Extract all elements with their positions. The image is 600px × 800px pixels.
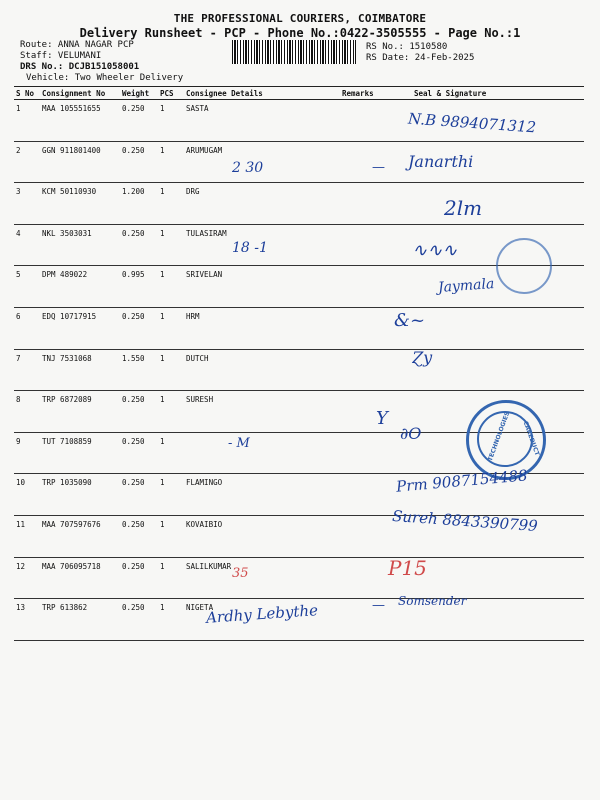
remarks-cell xyxy=(340,100,390,142)
pcs-cell: 1 xyxy=(158,515,184,557)
stamp-handwriting: P15 xyxy=(388,556,427,580)
signature-handwriting: 2lm xyxy=(444,196,483,220)
weight-cell: 0.250 xyxy=(120,515,158,557)
remarks-cell xyxy=(340,515,390,557)
pcs-cell: 1 xyxy=(158,349,184,391)
weight-cell: 1.550 xyxy=(120,349,158,391)
remark-handwriting: 35 xyxy=(232,566,249,581)
consignment-cell: TRP 6872089 xyxy=(40,391,120,433)
signature-handwriting: Jaymala xyxy=(437,276,495,296)
signature-scribble: Y xyxy=(376,408,388,429)
table-row xyxy=(14,183,584,225)
consignee-cell: SRIVELAN xyxy=(184,266,340,308)
pcs-cell: 1 xyxy=(158,557,184,599)
pcs-cell: 1 xyxy=(158,141,184,183)
consignee-cell: SASTA xyxy=(184,100,340,142)
signature-scribble: Ɀy xyxy=(412,348,433,367)
weight-cell: 0.995 xyxy=(120,266,158,308)
sno-cell: 9 xyxy=(14,432,40,474)
runsheet-subtitle: Delivery Runsheet - PCP - Phone No.:0422-3505555 - Page No.:1 xyxy=(79,26,521,40)
weight-cell: 0.250 xyxy=(120,557,158,599)
consignment-cell: MAA 105551655 xyxy=(40,100,120,142)
consignment-cell: KCM 50110930 xyxy=(40,183,120,225)
col-seal-signature: Seal & Signature xyxy=(390,87,584,100)
seal-text: CAREDUCT xyxy=(521,420,541,457)
pcs-cell: 1 xyxy=(158,266,184,308)
pcs-cell: 1 xyxy=(158,474,184,516)
consignment-cell: EDQ 10717915 xyxy=(40,307,120,349)
barcode xyxy=(232,40,356,64)
consignee-cell xyxy=(184,432,340,474)
col-sno: S No xyxy=(14,87,40,100)
consignment-cell: TNJ 7531068 xyxy=(40,349,120,391)
rs-date: RS Date: 24-Feb-2025 xyxy=(366,53,475,63)
staff-label: Staff: VELUMANI xyxy=(20,51,102,61)
sno-cell: 12 xyxy=(14,557,40,599)
remark-handwriting: - M xyxy=(228,436,250,451)
pcs-cell: 1 xyxy=(158,432,184,474)
pcs-cell: 1 xyxy=(158,100,184,142)
table-header-row xyxy=(14,87,584,100)
weight-cell: 0.250 xyxy=(120,391,158,433)
drs-number: DRS No.: DCJB151058001 xyxy=(20,62,140,72)
weight-cell: 0.250 xyxy=(120,100,158,142)
consignee-cell: TULASIRAM xyxy=(184,224,340,266)
route-label: Route: ANNA NAGAR PCP xyxy=(20,40,134,50)
consignee-cell: KOVAIBIO xyxy=(184,515,340,557)
sno-cell: 7 xyxy=(14,349,40,391)
weight-cell: 0.250 xyxy=(120,599,158,641)
consignee-cell: DUTCH xyxy=(184,349,340,391)
weight-cell: 0.250 xyxy=(120,224,158,266)
consignee-cell: HRM xyxy=(184,307,340,349)
signature-scribble: &~ xyxy=(394,310,426,331)
consignment-cell: MAA 707597676 xyxy=(40,515,120,557)
remarks-cell xyxy=(340,224,390,266)
sno-cell: 10 xyxy=(14,474,40,516)
consignment-cell: DPM 489022 xyxy=(40,266,120,308)
pcs-cell: 1 xyxy=(158,307,184,349)
table-row xyxy=(14,349,584,391)
runsheet-table xyxy=(14,86,584,641)
signature-handwriting: N.B 9894071312 xyxy=(407,109,537,137)
consignment-cell: MAA 706095718 xyxy=(40,557,120,599)
col-remarks: Remarks xyxy=(340,87,390,100)
consignment-cell: TUT 7108859 xyxy=(40,432,120,474)
weight-cell: 1.200 xyxy=(120,183,158,225)
sno-cell: 2 xyxy=(14,141,40,183)
consignment-cell: TRP 1035090 xyxy=(40,474,120,516)
remarks-cell xyxy=(340,307,390,349)
sno-cell: 5 xyxy=(14,266,40,308)
consignment-cell: TRP 613862 xyxy=(40,599,120,641)
rs-number: RS No.: 1510580 xyxy=(366,42,448,52)
col-pcs: PCS xyxy=(158,87,184,100)
dash-mark: — xyxy=(372,598,385,613)
remarks-cell xyxy=(340,266,390,308)
consignee-cell: DRG xyxy=(184,183,340,225)
signature-handwriting: Prm 9087154488 xyxy=(395,466,529,496)
table-row xyxy=(14,307,584,349)
signature-handwriting: Somsender xyxy=(398,594,467,608)
sno-cell: 3 xyxy=(14,183,40,225)
consignee-cell: SALILKUMAR xyxy=(184,557,340,599)
consignee-cell: ARUMUGAM xyxy=(184,141,340,183)
signature-scribble: ∿∿∿ xyxy=(412,240,458,261)
seal-text: TECHNOLOGIES xyxy=(486,410,512,463)
pcs-cell: 1 xyxy=(158,599,184,641)
weight-cell: 0.250 xyxy=(120,141,158,183)
dash-mark: — xyxy=(372,160,385,175)
weight-cell: 0.250 xyxy=(120,307,158,349)
consignee-cell: NIGETA xyxy=(184,599,340,641)
pcs-cell: 1 xyxy=(158,391,184,433)
pcs-cell: 1 xyxy=(158,183,184,225)
signature-handwriting: Janarthi xyxy=(408,152,474,171)
remarks-cell xyxy=(340,432,390,474)
remark-handwriting: 18 -1 xyxy=(232,240,268,256)
remarks-cell xyxy=(340,349,390,391)
pcs-cell: 1 xyxy=(158,224,184,266)
col-weight: Weight xyxy=(120,87,158,100)
name-handwriting: Ardhy Lebythe xyxy=(205,601,319,627)
col-consignee: Consignee Details xyxy=(184,87,340,100)
consignee-cell: SURESH xyxy=(184,391,340,433)
sno-cell: 6 xyxy=(14,307,40,349)
remarks-cell xyxy=(340,557,390,599)
col-consignment: Consignment No xyxy=(40,87,120,100)
remarks-cell xyxy=(340,183,390,225)
weight-cell: 0.250 xyxy=(120,474,158,516)
vehicle-label: Vehicle: Two Wheeler Delivery xyxy=(26,73,184,83)
signature-scribble: ∂O xyxy=(400,424,422,443)
table-row xyxy=(14,557,584,599)
remark-handwriting: 2 30 xyxy=(232,160,264,176)
signature-handwriting: Sureh 8843390799 xyxy=(391,506,539,536)
table-row xyxy=(14,141,584,183)
weight-cell: 0.250 xyxy=(120,432,158,474)
sno-cell: 13 xyxy=(14,599,40,641)
consignment-cell: GGN 911801400 xyxy=(40,141,120,183)
consignee-cell: FLAMINGO xyxy=(184,474,340,516)
sno-cell: 11 xyxy=(14,515,40,557)
sno-cell: 1 xyxy=(14,100,40,142)
company-title: THE PROFESSIONAL COURIERS, COIMBATORE xyxy=(173,12,427,25)
round-seal-stamp xyxy=(496,238,552,294)
sno-cell: 8 xyxy=(14,391,40,433)
remarks-cell xyxy=(340,474,390,516)
consignment-cell: NKL 3503031 xyxy=(40,224,120,266)
signature-cell xyxy=(390,183,584,225)
sno-cell: 4 xyxy=(14,224,40,266)
